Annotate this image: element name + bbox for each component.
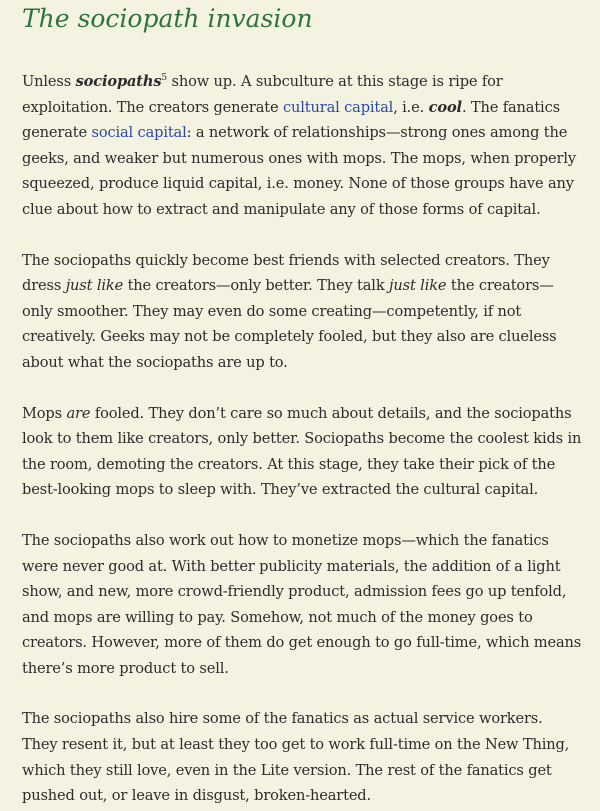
paragraph-5: The sociopaths also hire some of the fanatics as actual service workers. They resent it, but at least they too get to work full-time on the New Thing, which they still love, even in the Lite version. The rest of the fanatics get pushed out, or leave in disgust, broken-hearted. [22,710,570,805]
paragraph-3 [22,401,582,503]
p2-text-3: the creators—only smoother. They may even do some creating—competently, if not creatively. Geeks may not be completely fooled, but they also are clueless about what the sociopaths are up to. [22,277,557,371]
social-capital-link[interactable]: social capital [91,124,187,142]
p3-text-1: Mops [22,404,67,422]
p1-text-4: . The fanatics generate [22,98,560,142]
paragraph-1 [22,69,582,223]
paragraph-4: The sociopaths also work out how to monetize mops—which the fanatics were never good at. With better publicity materials, the addition of a light show, and new, more crowd-friendly product, admission fees go up tenfold, and mops are willing to pay. Somehow, not much of the money goes to creators. However, more of them do get enough to go full-time, which means there’s more product to sell. [22,531,582,677]
footnote-ref-5[interactable]: 5 [161,73,167,84]
p1-text-1: Unless [22,73,76,90]
p3-text-2: fooled. They don’t care so much about details, and the sociopaths look to them like creators, only better. Sociopaths become the coolest kids in the room, demoting the creators. At this stage, they take their pick of the best-looking mops to sleep with. They’ve extracted the cultural capital. [22,404,582,499]
p3-emphasis-1: are [66,404,91,422]
section-title: The sociopath invasion [22,4,313,33]
p1-text-3: , i.e. [393,98,429,116]
p2-emphasis-2: just like [389,277,447,295]
p1-text-2: show up. A subculture at this stage is ripe for exploitation. The creators generate [22,73,503,116]
p1-text-5: : a network of relationships—strong ones among the geeks, and weaker but numerous ones with mops. The mops, when properly squeezed, produce liquid capital, i.e. money. None of those groups have any clue about how to extract and manipulate any of those forms of capital. [22,124,576,218]
term-cool: cool [428,98,462,116]
p2-text-2: the creators—only better. They talk [123,277,390,295]
cultural-capital-link[interactable]: cultural capital [282,98,394,116]
p2-text-1: The sociopaths quickly become best friends with selected creators. They dress [22,251,550,295]
term-sociopaths: sociopaths [75,73,162,90]
paragraph-2 [22,248,582,376]
p2-emphasis-1: just like [65,277,124,295]
